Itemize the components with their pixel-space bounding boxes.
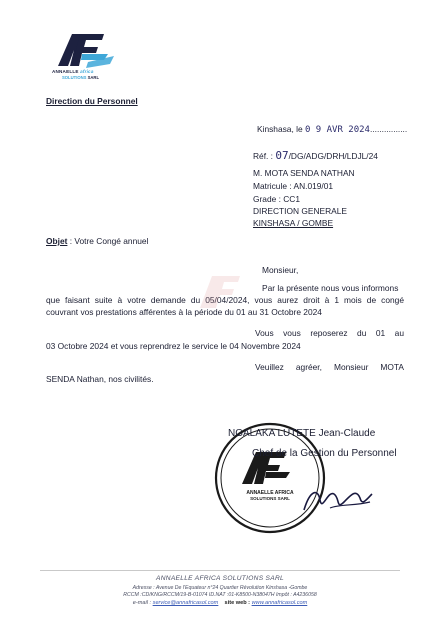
subject-line: Objet : Votre Congé annuel	[46, 236, 149, 246]
footer-registry: RCCM :CD/KNG/RCCM/19-B-01074 ID.NAT :01-K8500-N38047H Impôt : A4236058	[123, 592, 317, 598]
paragraph-3-line-2: SENDA Nathan, nos civilités.	[46, 374, 154, 384]
paragraph-1-line-1: Par la présente nous vous informons	[262, 283, 399, 293]
recipient-matricule: Matricule : AN.019/01	[253, 181, 334, 191]
reference-number: 07	[275, 149, 289, 162]
handwritten-signature	[300, 480, 380, 520]
svg-text:SOLUTIONS SARL: SOLUTIONS SARL	[250, 496, 290, 501]
watermark-logo	[196, 272, 246, 312]
footer-contacts: e-mail : service@annafricasol.com site web : www.annafricasol.com	[132, 600, 308, 606]
salutation: Monsieur,	[262, 265, 299, 275]
svg-text:ANNAELLE AFRICA: ANNAELLE AFRICA	[246, 490, 294, 496]
place-date: Kinshasa, le 0 9 AVR 2024................	[257, 124, 408, 135]
recipient-location: KINSHASA / GOMBE	[253, 218, 334, 228]
signatory-name: NGALAKA LUTETE Jean-Claude	[228, 428, 376, 439]
logo-tagline-2: SOLUTIONS SARL	[62, 75, 100, 80]
date-stamp: 0 9 AVR 2024	[304, 125, 370, 135]
footer-company: ANNAELLE AFRICA SOLUTIONS SARL	[156, 575, 284, 582]
recipient-name: M. MOTA SENDA NATHAN	[253, 168, 355, 178]
email-link[interactable]: service@annafricasol.com	[152, 600, 219, 606]
paragraph-2-line-2: 03 Octobre 2024 et vous reprendrez le service le 04 Novembre 2024	[46, 341, 301, 351]
department-heading: Direction du Personnel	[46, 96, 138, 106]
footer-address: Adresse : Avenue De l'Equateur n°24 Quartier Révolution Kinshasa -Gombe	[132, 585, 308, 591]
paragraph-1-line-3: couvrant vos prestations afférentes à la période du 01 au 31 Octobre 2024	[46, 307, 322, 317]
footer-divider	[40, 570, 400, 571]
recipient-grade: Grade : CC1	[253, 194, 301, 204]
paragraph-3-line-1: Veuillez agréer, Monsieur MOTA	[255, 362, 404, 372]
reference: Réf. : 07/DG/ADG/DRH/LDJL/24	[253, 149, 378, 162]
recipient-direction: DIRECTION GENERALE	[253, 206, 348, 216]
website-link[interactable]: www.annafricasol.com	[251, 600, 308, 606]
signatory-title: Chef de la Gestion du Personnel	[252, 448, 397, 459]
logo-tagline: ANNAELLE africa	[52, 69, 94, 74]
paragraph-2-line-1: Vous vous reposerez du 01 au	[255, 328, 404, 338]
paragraph-1-line-2: que faisant suite à votre demande du 05/04/2024, vous aurez droit à 1 mois de congé	[46, 295, 404, 305]
